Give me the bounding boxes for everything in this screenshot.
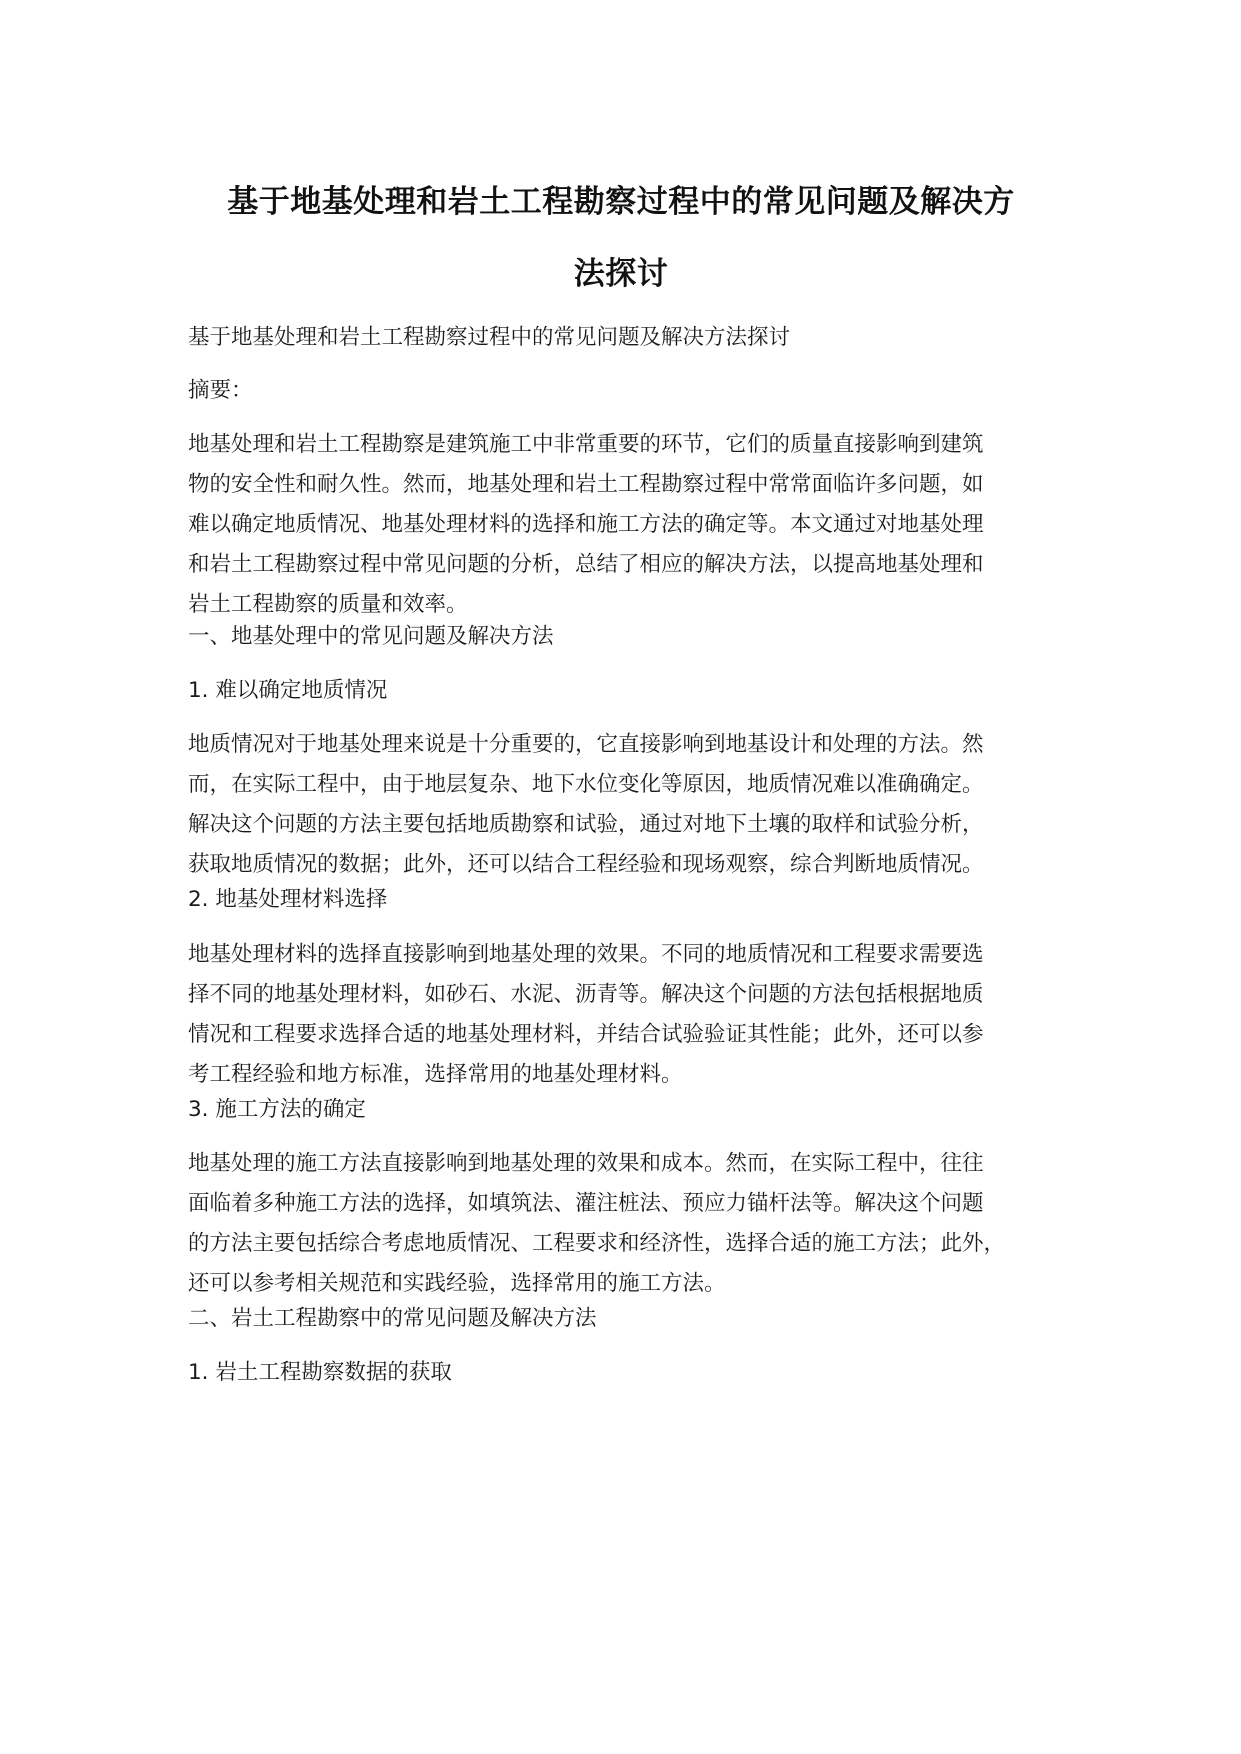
- paragraph-line: 地基处理的施工方法直接影响到地基处理的效果和成本。然而，在实际工程中，往往: [188, 1151, 984, 1176]
- paragraph-line: 地质情况对于地基处理来说是十分重要的，它直接影响到地基设计和处理的方法。然: [188, 732, 984, 757]
- paragraph-line: 地基处理材料的选择直接影响到地基处理的效果。不同的地质情况和工程要求需要选: [188, 942, 984, 967]
- paragraph-line: 难以确定地质情况、地基处理材料的选择和施工方法的确定等。本文通过对地基处理: [188, 512, 984, 537]
- item-heading-1-2: 2. 地基处理材料选择: [188, 887, 388, 912]
- paragraph-line: 还可以参考相关规范和实践经验，选择常用的施工方法。: [188, 1271, 726, 1296]
- abstract-label: 摘要：: [188, 378, 253, 403]
- item-paragraph-1-1: [188, 725, 1068, 885]
- subtitle: 基于地基处理和岩土工程勘察过程中的常见问题及解决方法探讨: [188, 325, 791, 350]
- paragraph-line: 择不同的地基处理材料，如砂石、水泥、沥青等。解决这个问题的方法包括根据地质: [188, 982, 984, 1007]
- paragraph-line: 而，在实际工程中，由于地层复杂、地下水位变化等原因，地质情况难以准确确定。: [188, 772, 984, 797]
- paragraph-line: 考工程经验和地方标准，选择常用的地基处理材料。: [188, 1062, 683, 1087]
- paragraph-line: 地基处理和岩土工程勘察是建筑施工中非常重要的环节，它们的质量直接影响到建筑: [188, 432, 984, 457]
- item-heading-2-1: 1. 岩土工程勘察数据的获取: [188, 1360, 452, 1385]
- document-title-line-1: 基于地基处理和岩土工程勘察过程中的常见问题及解决方: [227, 184, 1015, 220]
- paragraph-line: 和岩土工程勘察过程中常见问题的分析，总结了相应的解决方法，以提高地基处理和: [188, 552, 984, 577]
- abstract-paragraph: [188, 425, 1068, 625]
- item-paragraph-1-2: [188, 935, 1068, 1095]
- paragraph-line: 获取地质情况的数据；此外，还可以结合工程经验和现场观察，综合判断地质情况。: [188, 852, 984, 877]
- paragraph-line: 解决这个问题的方法主要包括地质勘察和试验，通过对地下土壤的取样和试验分析，: [188, 812, 984, 837]
- paragraph-line: 岩土工程勘察的质量和效率。: [188, 592, 468, 617]
- paragraph-line: 的方法主要包括综合考虑地质情况、工程要求和经济性，选择合适的施工方法；此外，: [188, 1231, 1006, 1256]
- item-heading-1-3: 3. 施工方法的确定: [188, 1097, 366, 1122]
- item-heading-1-1: 1. 难以确定地质情况: [188, 678, 388, 703]
- paragraph-line: 物的安全性和耐久性。然而，地基处理和岩土工程勘察过程中常常面临许多问题，如: [188, 472, 984, 497]
- section-heading-2: 二、岩土工程勘察中的常见问题及解决方法: [188, 1306, 597, 1331]
- paragraph-line: 面临着多种施工方法的选择，如填筑法、灌注桩法、预应力锚杆法等。解决这个问题: [188, 1191, 984, 1216]
- document-title-line-2: 法探讨: [573, 256, 669, 292]
- section-heading-1: 一、地基处理中的常见问题及解决方法: [188, 624, 554, 649]
- item-paragraph-1-3: [188, 1144, 1068, 1304]
- paragraph-line: 情况和工程要求选择合适的地基处理材料，并结合试验验证其性能；此外，还可以参: [188, 1022, 984, 1047]
